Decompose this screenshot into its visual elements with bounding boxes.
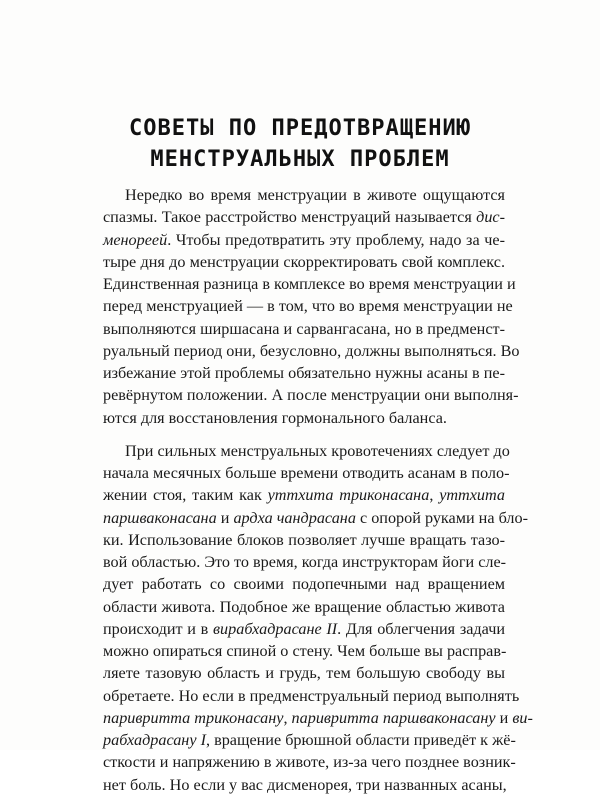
text-line: области живота. Подобное же вращение областью живота (103, 597, 505, 616)
text-line: спазмы. Такое расстройство менструаций называется дис- (103, 208, 505, 227)
text-line: выполняются ширшасана и сарвангасана, но в предменст- (103, 319, 505, 338)
body-text (103, 184, 533, 796)
text-line: жении стоя, таким как уттхита триконасана, уттхита (103, 486, 506, 505)
text-line: ревёрнутом положении. А после менструации они выполня- (103, 386, 519, 405)
text-line: обретаете. Но если в предменструальный период выполнять (103, 686, 520, 705)
text-line: рабхадрасану I, вращение брюшной области приведёт к жё- (103, 731, 516, 749)
text-line: начала месячных больше времени отводить асанам в поло- (103, 464, 510, 482)
chapter-title-line-2: МЕНСТРУАЛЬНЫХ ПРОБЛЕМ (150, 147, 450, 172)
text-line: сткости и напряжению в животе, из-за чего позднее возник- (103, 753, 516, 772)
paragraph-2 (103, 440, 533, 796)
text-line: ки. Использование блоков позволяет лучше вращать тазо- (103, 530, 505, 549)
text-line: тыре дня до менструации скорректировать свой комплекс. (103, 252, 505, 271)
text-line: При сильных менструальных кровотечениях следует до (125, 441, 510, 460)
text-line: паривритта триконасану, паривритта паршваконасану и ви- (103, 708, 533, 727)
paragraph-1 (103, 184, 520, 429)
text-line: избежание этой проблемы обязательно нужны асаны в пе- (103, 364, 505, 382)
text-line: ляете тазовую область и грудь, тем большую свободу вы (103, 664, 505, 683)
chapter-title-line-1: СОВЕТЫ ПО ПРЕДОТВРАЩЕНИЮ (129, 116, 471, 141)
text-line: перед менструацией — в том, что во время менструации не (103, 297, 513, 316)
text-line: менореей. Чтобы предотвратить эту проблему, надо за че- (103, 230, 505, 249)
text-line: ются для восстановления гормонального баланса. (103, 408, 447, 427)
text-line: паршваконасана и ардха чандрасана с опорой руками на бло- (103, 508, 528, 527)
paragraph-spacer (103, 429, 505, 440)
text-line: руальный период они, безусловно, должны выполняться. Во (103, 341, 520, 360)
text-line: Нередко во время менструации в животе ощущаются (125, 186, 505, 204)
text-line: дует работать со своими подопечными над вращением (103, 575, 505, 594)
text-line: происходит и в вирабхадрасане II. Для облегчения задачи (103, 619, 505, 638)
text-line: Единственная разница в комплексе во время менструации и (103, 275, 516, 293)
text-line: нет боль. Но если у вас дисменорея, три названных асаны, (103, 775, 507, 794)
text-line: вой областью. Это то время, когда инструкторам йоги сле- (103, 553, 507, 571)
text-line: можно опираться спиной о стену. Чем больше вы расправ- (103, 642, 507, 660)
